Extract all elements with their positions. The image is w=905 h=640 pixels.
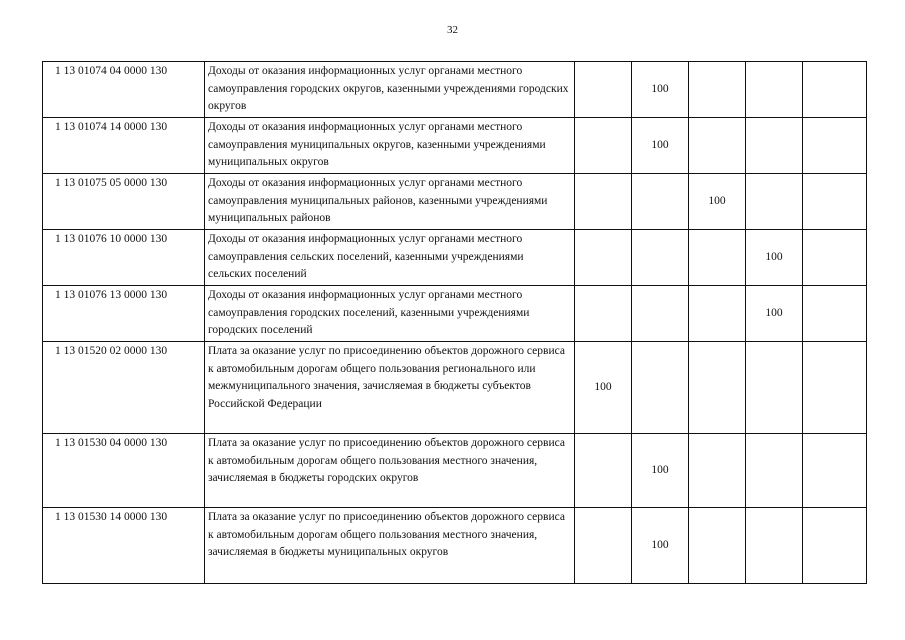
percent-city: [632, 286, 689, 342]
percent-city: [632, 174, 689, 230]
kbk-code: 1 13 01076 10 0000 130: [43, 230, 205, 286]
table-row: [43, 230, 867, 286]
kbk-code: 1 13 01520 02 0000 130: [43, 342, 205, 434]
page-number: 32: [447, 24, 458, 36]
percent-city: 100: [632, 62, 689, 118]
percent-federal: [575, 118, 632, 174]
percent-settlement: [746, 118, 803, 174]
budget-classification-table: [42, 61, 867, 584]
percent-city: 100: [632, 434, 689, 508]
percent-city: 100: [632, 118, 689, 174]
income-description: Доходы от оказания информационных услуг органами местного самоуправления сельских поселений, казенными учреждениями сельских поселений: [205, 230, 575, 286]
percent-settlement: 100: [746, 230, 803, 286]
percent-district: [689, 434, 746, 508]
percent-other: [803, 286, 867, 342]
table-row: [43, 434, 867, 508]
percent-district: [689, 342, 746, 434]
percent-district: [689, 230, 746, 286]
percent-city: 100: [632, 508, 689, 584]
income-description: Доходы от оказания информационных услуг органами местного самоуправления городских поселений, казенными учреждениями городских поселений: [205, 286, 575, 342]
income-description: Доходы от оказания информационных услуг органами местного самоуправления муниципальных районов, казенными учреждениями муниципальных районов: [205, 174, 575, 230]
income-description: Доходы от оказания информационных услуг органами местного самоуправления муниципальных округов, казенными учреждениями муниципальных округов: [205, 118, 575, 174]
percent-settlement: [746, 174, 803, 230]
kbk-code: 1 13 01530 14 0000 130: [43, 508, 205, 584]
kbk-code: 1 13 01074 14 0000 130: [43, 118, 205, 174]
percent-settlement: [746, 62, 803, 118]
percent-other: [803, 118, 867, 174]
kbk-code: 1 13 01076 13 0000 130: [43, 286, 205, 342]
percent-federal: [575, 174, 632, 230]
percent-other: [803, 434, 867, 508]
percent-federal: [575, 286, 632, 342]
percent-federal: 100: [575, 342, 632, 434]
percent-district: [689, 286, 746, 342]
kbk-code: 1 13 01075 05 0000 130: [43, 174, 205, 230]
percent-district: 100: [689, 174, 746, 230]
income-description: Плата за оказание услуг по присоединению объектов дорожного сервиса к автомобильным дорогам общего пользования регионального или межмуниципального значения, зачисляемая в бюджеты субъектов Российской Федерации: [205, 342, 575, 434]
percent-federal: [575, 508, 632, 584]
kbk-code: 1 13 01074 04 0000 130: [43, 62, 205, 118]
income-description: Плата за оказание услуг по присоединению объектов дорожного сервиса к автомобильным дорогам общего пользования местного значения, зачисляемая в бюджеты муниципальных округов: [205, 508, 575, 584]
table-row: [43, 174, 867, 230]
percent-district: [689, 118, 746, 174]
table-row: [43, 118, 867, 174]
percent-other: [803, 62, 867, 118]
table-row: [43, 286, 867, 342]
kbk-code: 1 13 01530 04 0000 130: [43, 434, 205, 508]
percent-settlement: [746, 508, 803, 584]
percent-city: [632, 230, 689, 286]
percent-other: [803, 174, 867, 230]
percent-settlement: [746, 342, 803, 434]
percent-city: [632, 342, 689, 434]
percent-other: [803, 508, 867, 584]
percent-other: [803, 230, 867, 286]
income-description: Доходы от оказания информационных услуг органами местного самоуправления городских округов, казенными учреждениями городских округов: [205, 62, 575, 118]
percent-federal: [575, 434, 632, 508]
percent-settlement: [746, 434, 803, 508]
table-row: [43, 342, 867, 434]
percent-other: [803, 342, 867, 434]
percent-federal: [575, 230, 632, 286]
percent-district: [689, 62, 746, 118]
table-row: [43, 62, 867, 118]
percent-district: [689, 508, 746, 584]
percent-federal: [575, 62, 632, 118]
table-row: [43, 508, 867, 584]
income-description: Плата за оказание услуг по присоединению объектов дорожного сервиса к автомобильным дорогам общего пользования местного значения, зачисляемая в бюджеты городских округов: [205, 434, 575, 508]
percent-settlement: 100: [746, 286, 803, 342]
